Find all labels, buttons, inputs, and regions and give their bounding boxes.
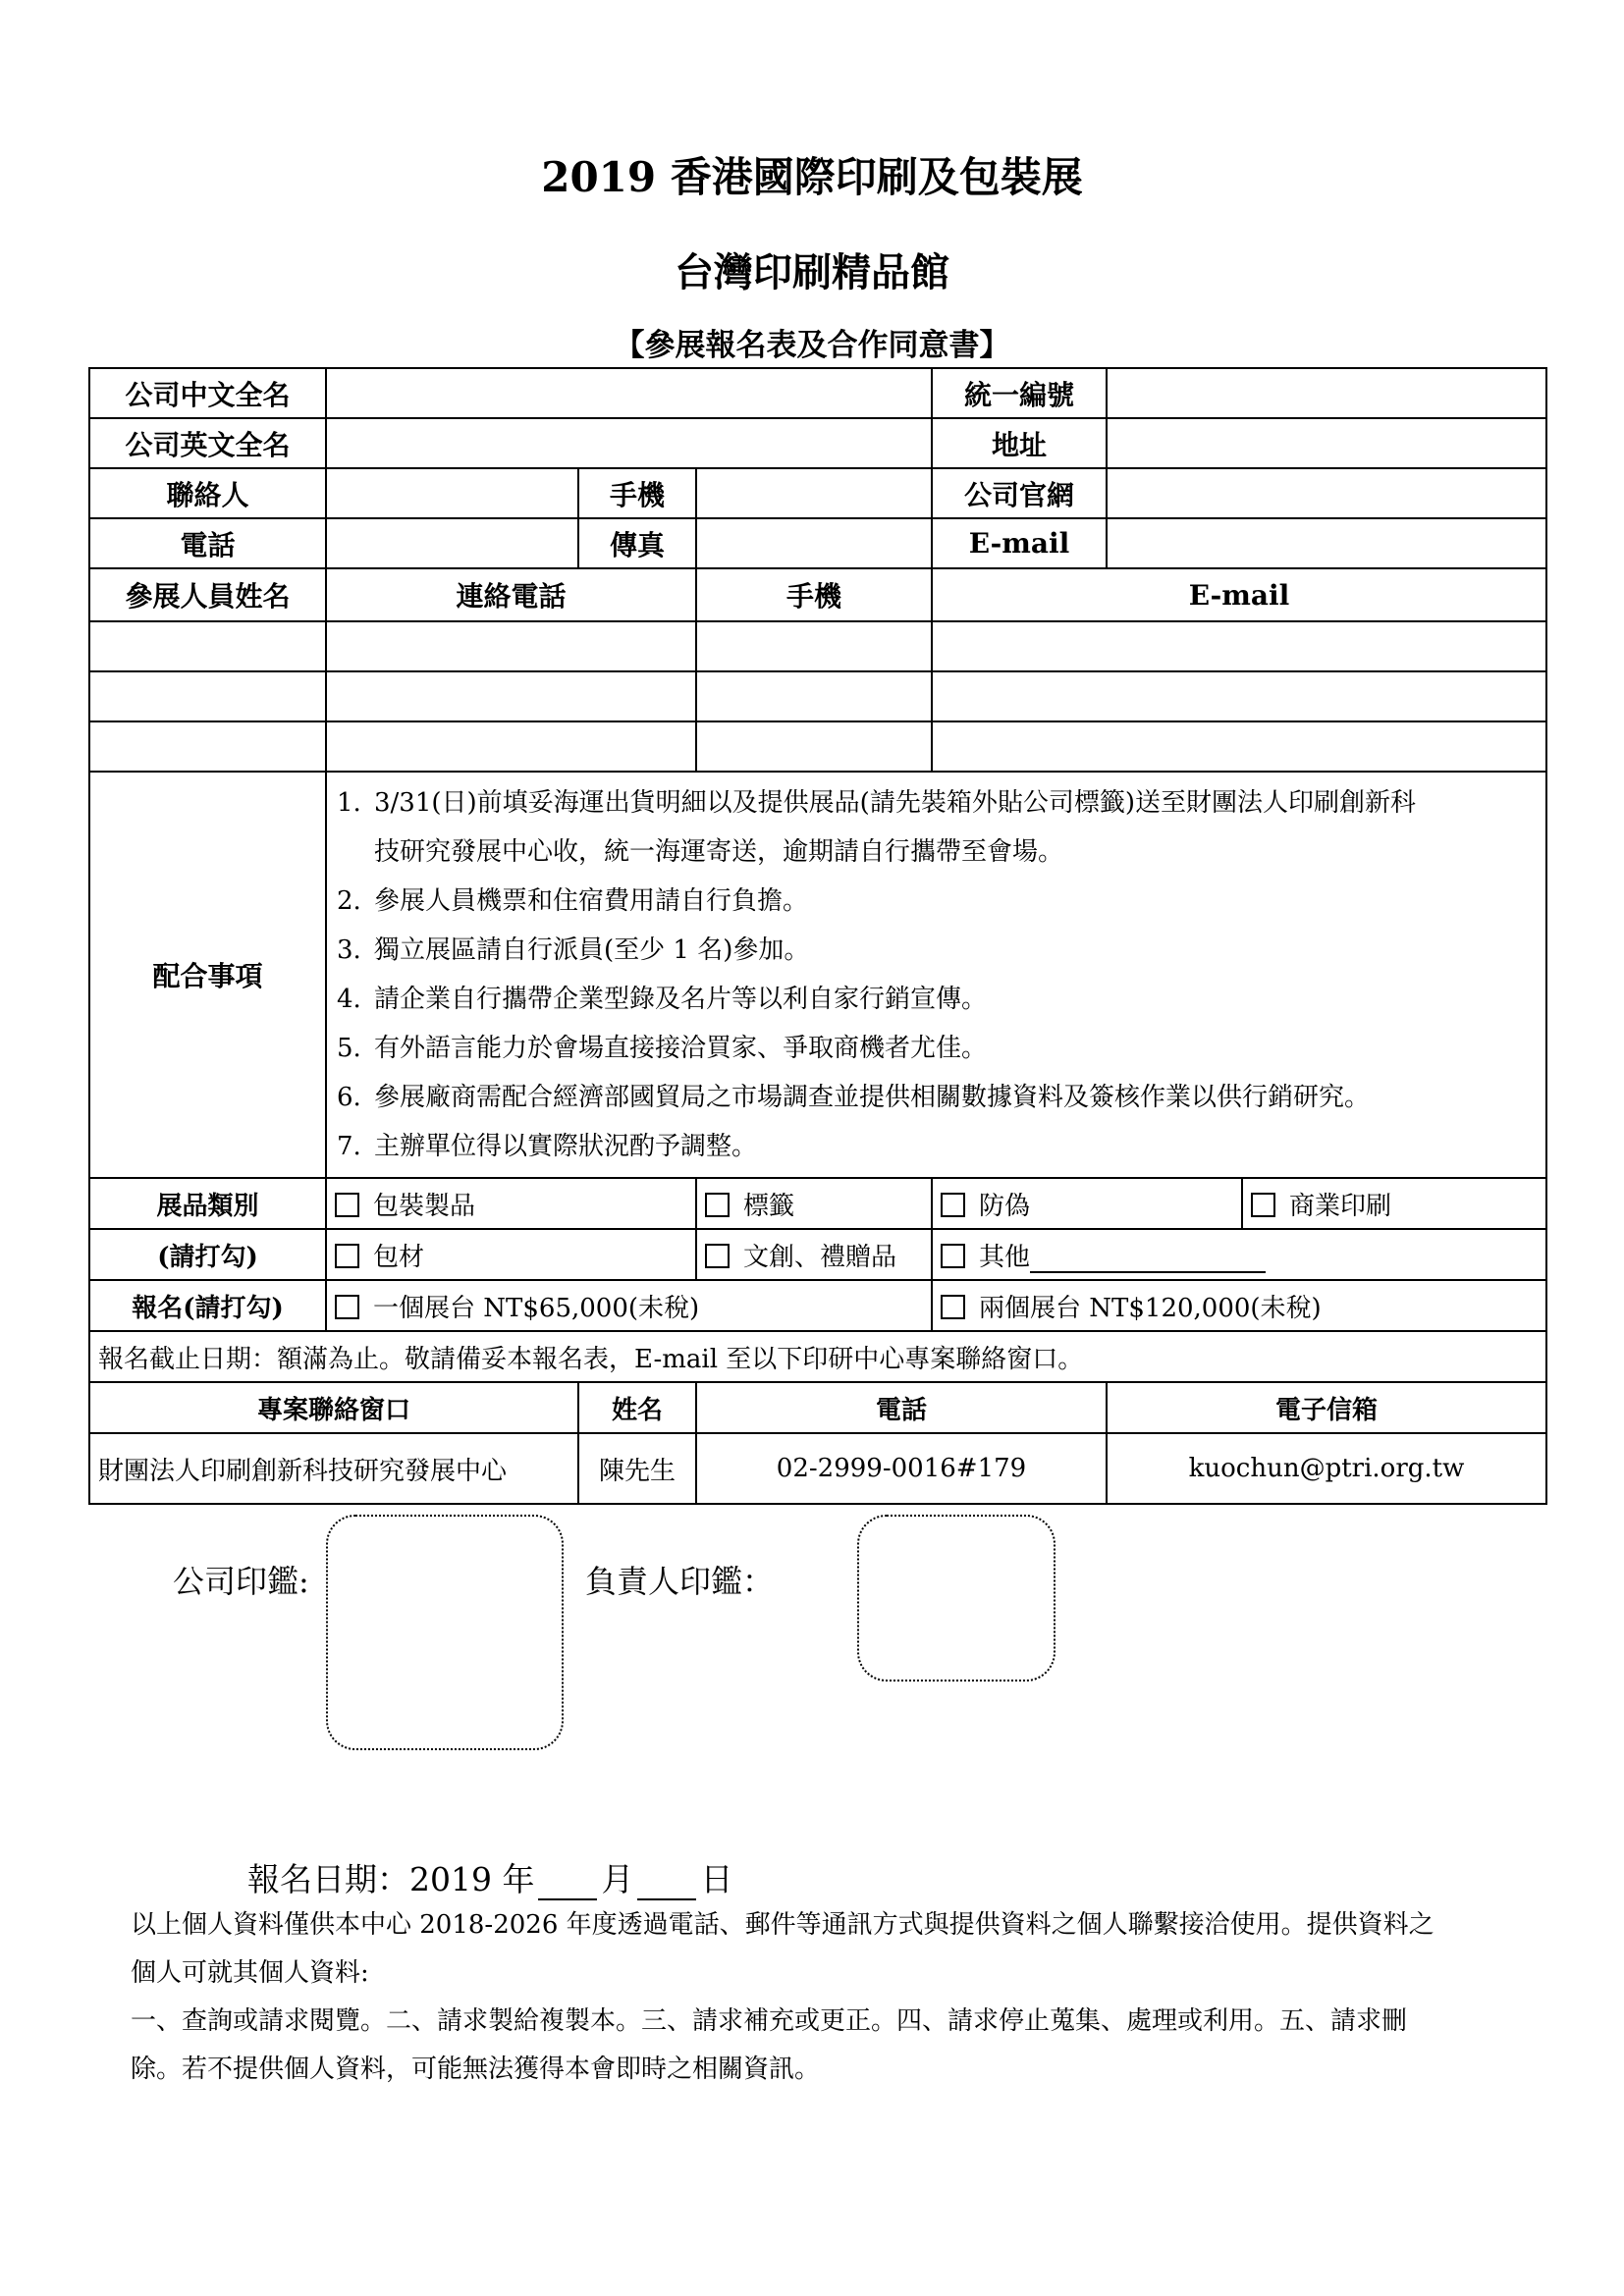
- note-item: 4. 請企業自行攜帶企業型錄及名片等以利自家行銷宣傳。: [337, 985, 988, 1014]
- contact-name: 陳先生: [578, 1433, 696, 1504]
- category-label-hint: (請打勾): [89, 1229, 326, 1280]
- attendee-mobile-field[interactable]: [696, 721, 932, 772]
- contact-email-header: 電子信箱: [1107, 1382, 1546, 1433]
- notes-label: 配合事項: [89, 772, 326, 1178]
- category-option-packaging-products[interactable]: 包裝製品: [326, 1178, 696, 1229]
- email-label: E-mail: [932, 518, 1107, 568]
- category-option-commercial-printing[interactable]: 商業印刷: [1242, 1178, 1546, 1229]
- fax-label: 傳真: [578, 518, 696, 568]
- registration-date-line: 報名日期：2019 年 月 日: [247, 1860, 733, 1898]
- registration-label: 報名(請打勾): [89, 1280, 326, 1331]
- attendee-header-row: [89, 568, 1546, 621]
- attendee-name-field[interactable]: [89, 671, 326, 721]
- project-contact-header: 專案聯絡窗口: [89, 1382, 578, 1433]
- checkbox-icon[interactable]: [335, 1244, 359, 1268]
- website-field[interactable]: [1107, 468, 1546, 518]
- other-blank-line[interactable]: [1030, 1246, 1266, 1273]
- attendee-phone-header: 連絡電話: [326, 568, 696, 621]
- email-field[interactable]: [1107, 518, 1546, 568]
- company-en-name-label: 公司英文全名: [89, 418, 326, 468]
- attendee-email-field[interactable]: [932, 671, 1546, 721]
- note-item: 5. 有外語言能力於會場直接接洽買家、爭取商機者尤佳。: [337, 1034, 988, 1063]
- category-option-other[interactable]: 其他: [932, 1229, 1546, 1280]
- phone-label: 電話: [89, 518, 326, 568]
- note-item: 2. 參展人員機票和住宿費用請自行負擔。: [337, 886, 809, 916]
- note-item: 7. 主辦單位得以實際狀況酌予調整。: [337, 1132, 758, 1161]
- company-seal-box[interactable]: [326, 1515, 564, 1750]
- attendee-name-field[interactable]: [89, 721, 326, 772]
- tax-id-label: 統一編號: [932, 368, 1107, 418]
- checkbox-icon[interactable]: [941, 1295, 965, 1319]
- note-item: 技研究發展中心收，統一海運寄送，逾期請自行攜帶至會場。: [374, 837, 1064, 867]
- attendee-mobile-field[interactable]: [696, 621, 932, 671]
- note-item: 6. 參展廠商需配合經濟部國貿局之市場調查並提供相關數據資料及簽核作業以供行銷研究。: [337, 1083, 1371, 1112]
- registration-option-two-booths[interactable]: 兩個展台 NT$120,000(未稅): [932, 1280, 1546, 1331]
- person-seal-label: 負責人印鑑：: [585, 1563, 775, 1600]
- project-contact-row: [89, 1433, 1546, 1504]
- phone-row: [89, 518, 1546, 568]
- registration-row: [89, 1280, 1546, 1331]
- attendee-mobile-header: 手機: [696, 568, 932, 621]
- note-item: 3. 獨立展區請自行派員(至少 1 名)參加。: [337, 935, 810, 965]
- company-seal-label: 公司印鑑:: [173, 1563, 309, 1600]
- company-cn-name-field[interactable]: [326, 368, 932, 418]
- note-item: 1. 3/31(日)前填妥海運出貨明細以及提供展品(請先裝箱外貼公司標籤)送至財團法人印刷創新科: [337, 788, 1416, 818]
- category-label: 展品類別: [89, 1178, 326, 1229]
- checkbox-icon[interactable]: [335, 1295, 359, 1319]
- attendee-name-field[interactable]: [89, 621, 326, 671]
- attendee-phone-field[interactable]: [326, 621, 696, 671]
- contact-email: kuochun@ptri.org.tw: [1107, 1433, 1546, 1504]
- contact-person-field[interactable]: [326, 468, 578, 518]
- project-contact-header-row: [89, 1382, 1546, 1433]
- deadline-text: 報名截止日期：額滿為止。敬請備妥本報名表，E-mail 至以下印研中心專案聯絡窗口。: [89, 1331, 1546, 1382]
- website-label: 公司官網: [932, 468, 1107, 518]
- document-title: 2019 香港國際印刷及包裝展: [541, 153, 1083, 201]
- privacy-line: 除。若不提供個人資料，可能無法獲得本會即時之相關資訊。: [131, 2055, 821, 2084]
- contact-person-label: 聯絡人: [89, 468, 326, 518]
- checkbox-icon[interactable]: [941, 1193, 965, 1217]
- deadline-row: [89, 1331, 1546, 1382]
- privacy-line: 一、查詢或請求閱覽。二、請求製給複製本。三、請求補充或更正。四、請求停止蒐集、處理或利用。五、請求刪: [131, 2006, 1408, 2036]
- address-field[interactable]: [1107, 418, 1546, 468]
- attendee-row: [89, 721, 1546, 772]
- attendee-row: [89, 621, 1546, 671]
- contact-organization: 財團法人印刷創新科技研究發展中心: [89, 1433, 578, 1504]
- checkbox-icon[interactable]: [705, 1244, 730, 1268]
- person-seal-box[interactable]: [857, 1515, 1056, 1682]
- form-name: 【參展報名表及合作同意書】: [614, 328, 1010, 363]
- contact-phone: 02-2999-0016#179: [696, 1433, 1107, 1504]
- checkbox-icon[interactable]: [941, 1244, 965, 1268]
- attendee-mobile-field[interactable]: [696, 671, 932, 721]
- attendee-phone-field[interactable]: [326, 671, 696, 721]
- privacy-line: 以上個人資料僅供本中心 2018-2026 年度透過電話、郵件等通訊方式與提供資料之個人聯繫接洽使用。提供資料之: [131, 1910, 1435, 1940]
- attendee-email-field[interactable]: [932, 721, 1546, 772]
- checkbox-icon[interactable]: [1251, 1193, 1275, 1217]
- company-cn-row: [89, 368, 1546, 418]
- registration-form-table: [88, 367, 1547, 1505]
- fax-field[interactable]: [696, 518, 932, 568]
- attendee-name-header: 參展人員姓名: [89, 568, 326, 621]
- contact-row: [89, 468, 1546, 518]
- category-row-1: [89, 1178, 1546, 1229]
- company-en-row: [89, 418, 1546, 468]
- notes-list: [326, 772, 1546, 1178]
- address-label: 地址: [932, 418, 1107, 468]
- mobile-field[interactable]: [696, 468, 932, 518]
- attendee-row: [89, 671, 1546, 721]
- company-en-name-field[interactable]: [326, 418, 932, 468]
- attendee-email-field[interactable]: [932, 621, 1546, 671]
- checkbox-icon[interactable]: [335, 1193, 359, 1217]
- attendee-phone-field[interactable]: [326, 721, 696, 772]
- contact-name-header: 姓名: [578, 1382, 696, 1433]
- document-subtitle: 台灣印刷精品館: [675, 249, 949, 295]
- contact-phone-header: 電話: [696, 1382, 1107, 1433]
- day-blank[interactable]: [637, 1869, 696, 1900]
- category-row-2: [89, 1229, 1546, 1280]
- category-option-packaging-materials[interactable]: 包材: [326, 1229, 696, 1280]
- attendee-email-header: E-mail: [932, 568, 1546, 621]
- category-option-labels[interactable]: 標籤: [696, 1178, 932, 1229]
- category-option-creative-gifts[interactable]: 文創、禮贈品: [696, 1229, 932, 1280]
- registration-option-one-booth[interactable]: 一個展台 NT$65,000(未稅): [326, 1280, 932, 1331]
- phone-field[interactable]: [326, 518, 578, 568]
- privacy-line: 個人可就其個人資料:: [131, 1958, 369, 1988]
- category-option-anti-counterfeit[interactable]: 防偽: [932, 1178, 1242, 1229]
- checkbox-icon[interactable]: [705, 1193, 730, 1217]
- month-blank[interactable]: [538, 1869, 597, 1900]
- notes-row: [89, 772, 1546, 1178]
- company-cn-name-label: 公司中文全名: [89, 368, 326, 418]
- mobile-label: 手機: [578, 468, 696, 518]
- tax-id-field[interactable]: [1107, 368, 1546, 418]
